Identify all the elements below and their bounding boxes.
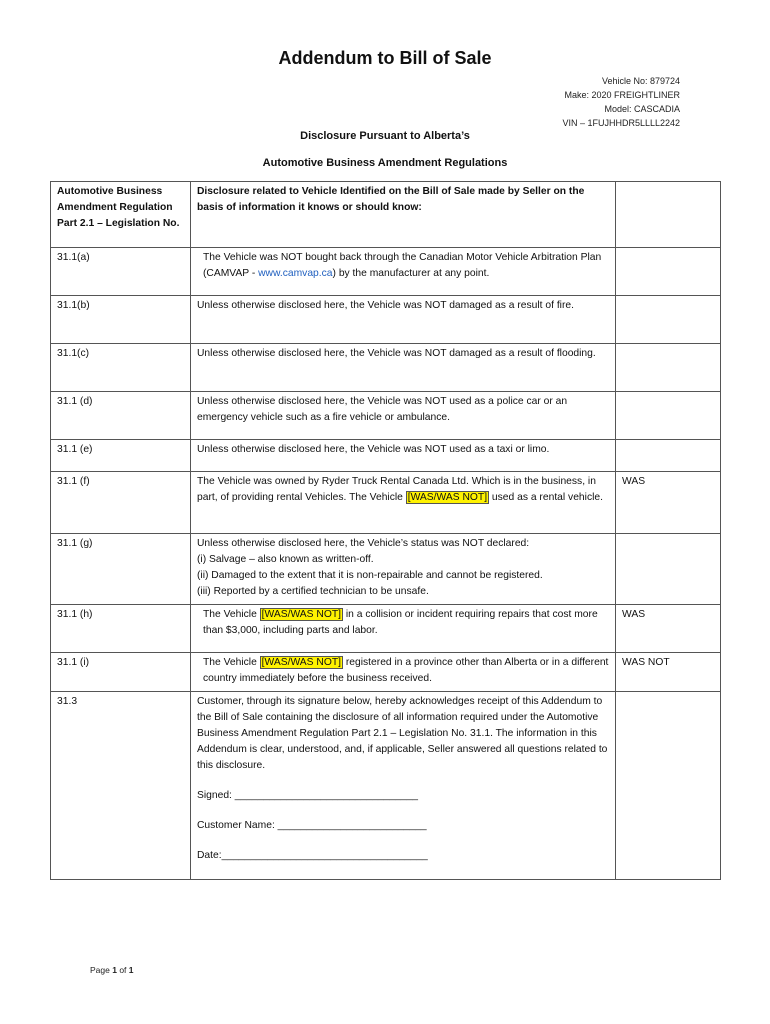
table-row (51, 248, 721, 296)
row-ref: 31.1 (e) (51, 440, 191, 472)
vehicle-number: Vehicle No: 879724 (601, 76, 680, 86)
table-row (51, 440, 721, 472)
row-text: Unless otherwise disclosed here, the Vehicle was NOT used as a police car or an emergency vehicle such as a fire vehicle or ambulance. (191, 392, 616, 440)
document-title: Addendum to Bill of Sale (278, 48, 492, 68)
row-text: The Vehicle was NOT bought back through the Canadian Motor Vehicle Arbitration Plan (CAMVAP - www.camvap.ca) by the manufacturer at any point. (191, 248, 616, 296)
table-row (51, 692, 721, 880)
row-answer[interactable]: WAS NOT (616, 653, 721, 692)
vehicle-vin: VIN – 1FUJHHDR5LLLL2242 (562, 118, 680, 128)
subtitle-regulations: Automotive Business Amendment Regulations (262, 157, 508, 169)
table-row (51, 344, 721, 392)
table-row (51, 472, 721, 534)
row-ref: 31.1 (f) (51, 472, 191, 534)
row-text: Unless otherwise disclosed here, the Vehicle’s status was NOT declared: (i) Salvage – also known as written-off. (ii) Damaged to the extent that it is non-repairable and cannot be registered. (iii) Reported by a certified technician to be unsafe. (191, 534, 616, 605)
row-ref: 31.1(b) (51, 296, 191, 344)
header-answer (616, 182, 721, 248)
customer-name-field[interactable]: Customer Name: __________________________ (197, 820, 427, 831)
subtitle-disclosure: Disclosure Pursuant to Alberta’s (300, 130, 470, 142)
signature-field[interactable]: Signed: ________________________________ (197, 790, 419, 801)
table-header-row (51, 182, 721, 248)
row-ref: 31.1 (i) (51, 653, 191, 692)
row-text: Unless otherwise disclosed here, the Vehicle was NOT used as a taxi or limo. (191, 440, 616, 472)
table-row (51, 534, 721, 605)
row-answer (616, 248, 721, 296)
row-answer (616, 296, 721, 344)
row-text: Unless otherwise disclosed here, the Vehicle was NOT damaged as a result of flooding. (191, 344, 616, 392)
row-ref: 31.3 (51, 692, 191, 880)
vehicle-model: Model: CASCADIA (604, 104, 680, 114)
was-was-not-highlight: [WAS/WAS NOT] (261, 609, 341, 620)
was-was-not-highlight: [WAS/WAS NOT] (261, 657, 341, 668)
row-text: The Vehicle was owned by Ryder Truck Rental Canada Ltd. Which is in the business, in part, of providing rental Vehicles. The Vehicle [WAS/WAS NOT] used as a rental vehicle. (191, 472, 616, 534)
row-ref: 31.1(a) (51, 248, 191, 296)
table-row (51, 605, 721, 653)
row-text: Unless otherwise disclosed here, the Vehicle was NOT damaged as a result of fire. (191, 296, 616, 344)
row-ref: 31.1 (d) (51, 392, 191, 440)
row-answer (616, 344, 721, 392)
row-ref: 31.1 (h) (51, 605, 191, 653)
row-answer[interactable]: WAS (616, 605, 721, 653)
date-field[interactable]: Date:____________________________________ (197, 850, 428, 861)
table-row (51, 296, 721, 344)
header-disclosure: Disclosure related to Vehicle Identified on the Bill of Sale made by Seller on the basis of information it knows or should know: (191, 182, 616, 248)
header-regulation: Automotive Business Amendment Regulation Part 2.1 – Legislation No. (51, 182, 191, 248)
row-text: The Vehicle [WAS/WAS NOT] registered in a province other than Alberta or in a different country immediately before the business received. (191, 653, 616, 692)
row-answer (616, 440, 721, 472)
row-text: The Vehicle [WAS/WAS NOT] in a collision or incident requiring repairs that cost more than $3,000, including parts and labor. (191, 605, 616, 653)
row-answer (616, 534, 721, 605)
row-answer[interactable]: WAS (616, 472, 721, 534)
row-answer (616, 392, 721, 440)
vehicle-make: Make: 2020 FREIGHTLINER (564, 90, 680, 100)
camvap-link[interactable]: www.camvap.ca (258, 268, 333, 279)
page-footer: Page 1 of 1 (90, 965, 134, 975)
row-ref: 31.1 (g) (51, 534, 191, 605)
vehicle-info (562, 74, 680, 130)
was-was-not-highlight: [WAS/WAS NOT] (407, 492, 488, 503)
row-ref: 31.1(c) (51, 344, 191, 392)
row-text: Customer, through its signature below, hereby acknowledges receipt of this Addendum to the Bill of Sale containing the disclosure of all information required under the Automotive Business Amendment Regulation Part 2.1 – Legislation No. 31.1. The information in this Addendum is clear, understood, and, if applicable, Seller answered all questions related to this disclosure. Signed: ________________________________ Customer Name: __________________________ Date:____________________________________ (191, 692, 616, 880)
table-row (51, 392, 721, 440)
table-row (51, 653, 721, 692)
row-answer (616, 692, 721, 880)
disclosure-table (50, 181, 721, 880)
